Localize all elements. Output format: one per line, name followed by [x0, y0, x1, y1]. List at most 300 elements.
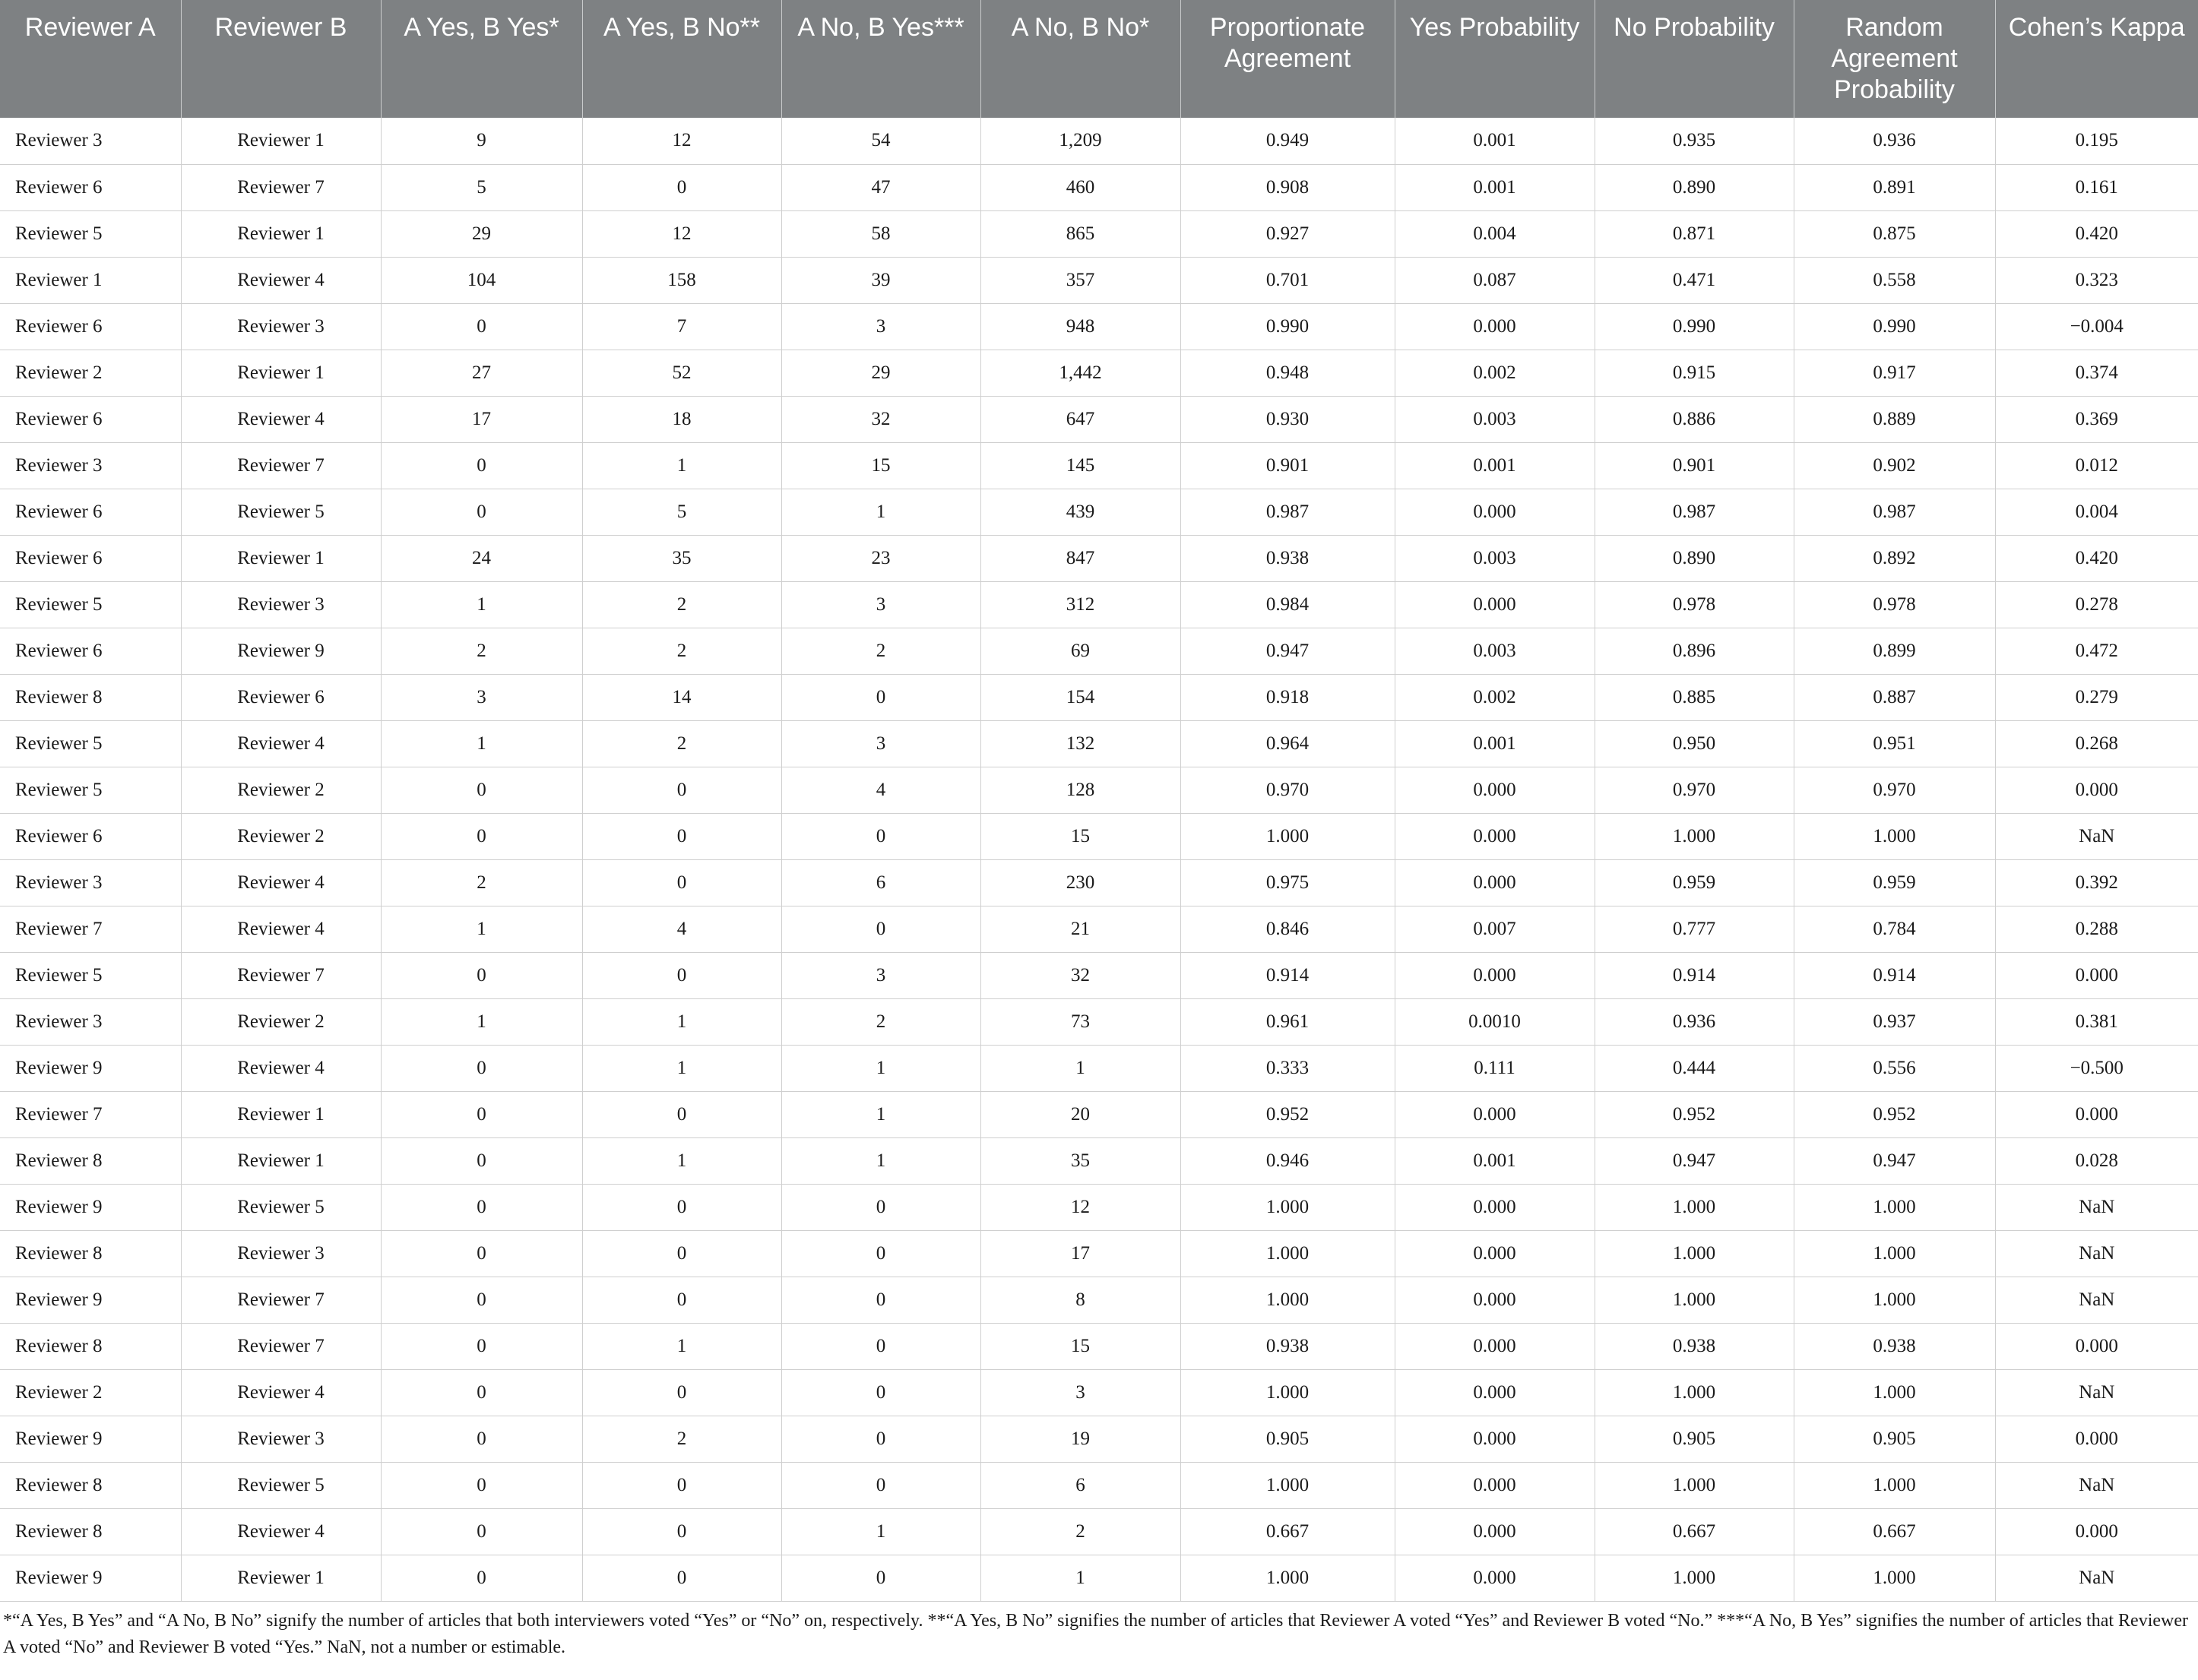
- table-cell: Reviewer 4: [181, 257, 381, 303]
- table-cell: 0.917: [1794, 350, 1995, 396]
- table-cell: Reviewer 5: [0, 210, 181, 257]
- table-cell: 0: [781, 1323, 980, 1369]
- table-cell: 52: [582, 350, 781, 396]
- table-cell: 0.000: [1395, 767, 1595, 813]
- table-cell: 47: [781, 164, 980, 210]
- table-cell: 0.947: [1794, 1137, 1995, 1184]
- column-header: Yes Probability: [1395, 0, 1595, 118]
- table-cell: Reviewer 4: [181, 396, 381, 442]
- table-cell: Reviewer 7: [0, 906, 181, 952]
- table-cell: 0.905: [1595, 1416, 1794, 1462]
- table-cell: 0.001: [1395, 720, 1595, 767]
- table-cell: 0.667: [1180, 1508, 1395, 1555]
- table-cell: 0.970: [1595, 767, 1794, 813]
- table-cell: 29: [781, 350, 980, 396]
- column-header: A No, B Yes***: [781, 0, 980, 118]
- table-cell: 0.472: [1995, 628, 2198, 674]
- table-cell: Reviewer 5: [0, 581, 181, 628]
- table-cell: 3: [781, 581, 980, 628]
- table-cell: 2: [781, 998, 980, 1045]
- table-cell: 0: [582, 1555, 781, 1601]
- table-row: [0, 1462, 2198, 1508]
- table-cell: 104: [381, 257, 582, 303]
- table-row: [0, 1137, 2198, 1184]
- table-cell: Reviewer 7: [0, 1091, 181, 1137]
- table-cell: 0.195: [1995, 118, 2198, 164]
- table-cell: 865: [980, 210, 1180, 257]
- table-cell: 0.558: [1794, 257, 1995, 303]
- table-cell: Reviewer 8: [0, 674, 181, 720]
- table-cell: 0.990: [1794, 303, 1995, 350]
- table-cell: Reviewer 8: [0, 1137, 181, 1184]
- table-cell: 0.936: [1595, 998, 1794, 1045]
- table-cell: 0: [381, 1555, 582, 1601]
- table-cell: 1: [381, 998, 582, 1045]
- table-cell: Reviewer 2: [181, 813, 381, 859]
- table-cell: NaN: [1995, 1555, 2198, 1601]
- table-cell: 847: [980, 535, 1180, 581]
- table-row: [0, 1416, 2198, 1462]
- column-header: Random Agreement Probability: [1794, 0, 1995, 118]
- table-cell: 6: [980, 1462, 1180, 1508]
- table-cell: 0.002: [1395, 350, 1595, 396]
- table-cell: 1: [381, 906, 582, 952]
- table-cell: 23: [781, 535, 980, 581]
- table-cell: 0.899: [1794, 628, 1995, 674]
- table-cell: 0: [381, 1137, 582, 1184]
- table-cell: 0: [582, 859, 781, 906]
- table-cell: 0.959: [1794, 859, 1995, 906]
- table-cell: 0: [381, 1045, 582, 1091]
- table-cell: Reviewer 4: [181, 720, 381, 767]
- table-cell: 3: [980, 1369, 1180, 1416]
- table-cell: 20: [980, 1091, 1180, 1137]
- table-cell: 0.978: [1794, 581, 1995, 628]
- table-cell: 0.000: [1395, 1508, 1595, 1555]
- table-cell: 1.000: [1180, 813, 1395, 859]
- table-cell: Reviewer 7: [181, 1323, 381, 1369]
- table-cell: 1.000: [1180, 1184, 1395, 1230]
- table-cell: 0.002: [1395, 674, 1595, 720]
- table-cell: 0.471: [1595, 257, 1794, 303]
- table-cell: 132: [980, 720, 1180, 767]
- table-cell: 0: [582, 1184, 781, 1230]
- table-cell: 0.000: [1395, 489, 1595, 535]
- table-cell: 0: [381, 1323, 582, 1369]
- table-cell: 0.777: [1595, 906, 1794, 952]
- table-cell: 0.890: [1595, 164, 1794, 210]
- table-cell: Reviewer 6: [0, 303, 181, 350]
- table-cell: 6: [781, 859, 980, 906]
- table-cell: 0.871: [1595, 210, 1794, 257]
- table-cell: 0: [381, 303, 582, 350]
- table-row: [0, 1091, 2198, 1137]
- table-row: [0, 998, 2198, 1045]
- table-cell: Reviewer 2: [0, 1369, 181, 1416]
- table-cell: 0.975: [1180, 859, 1395, 906]
- table-row: [0, 489, 2198, 535]
- table-cell: 357: [980, 257, 1180, 303]
- table-cell: 0.927: [1180, 210, 1395, 257]
- table-cell: 128: [980, 767, 1180, 813]
- table-cell: Reviewer 2: [181, 998, 381, 1045]
- table-cell: 0.875: [1794, 210, 1995, 257]
- table-cell: Reviewer 2: [0, 350, 181, 396]
- table-cell: 1.000: [1180, 1462, 1395, 1508]
- table-cell: 0.000: [1995, 767, 2198, 813]
- table-cell: Reviewer 7: [181, 442, 381, 489]
- table-cell: 17: [980, 1230, 1180, 1277]
- column-header: A Yes, B Yes*: [381, 0, 582, 118]
- table-cell: 1.000: [1595, 1555, 1794, 1601]
- table-cell: 1: [781, 1137, 980, 1184]
- table-cell: 0.369: [1995, 396, 2198, 442]
- table-cell: 0: [781, 1277, 980, 1323]
- table-cell: 69: [980, 628, 1180, 674]
- table-cell: 1.000: [1794, 813, 1995, 859]
- table-cell: Reviewer 9: [0, 1555, 181, 1601]
- table-row: [0, 442, 2198, 489]
- table-cell: 1.000: [1595, 1462, 1794, 1508]
- table-cell: 0.556: [1794, 1045, 1995, 1091]
- table-cell: 0: [381, 1091, 582, 1137]
- table-cell: 2: [381, 859, 582, 906]
- table-cell: Reviewer 5: [0, 952, 181, 998]
- table-cell: Reviewer 3: [0, 118, 181, 164]
- table-cell: 0: [381, 1184, 582, 1230]
- table-cell: 2: [582, 1416, 781, 1462]
- table-cell: 29: [381, 210, 582, 257]
- table-cell: 0.937: [1794, 998, 1995, 1045]
- table-cell: 24: [381, 535, 582, 581]
- table-cell: 0.007: [1395, 906, 1595, 952]
- table-cell: 0.000: [1395, 1369, 1595, 1416]
- table-cell: Reviewer 4: [181, 1369, 381, 1416]
- table-cell: 0: [582, 1462, 781, 1508]
- table-cell: 0.887: [1794, 674, 1995, 720]
- table-cell: Reviewer 1: [181, 350, 381, 396]
- table-cell: Reviewer 3: [0, 442, 181, 489]
- table-cell: Reviewer 5: [181, 1462, 381, 1508]
- table-cell: 460: [980, 164, 1180, 210]
- table-cell: Reviewer 3: [181, 1416, 381, 1462]
- table-cell: 0.901: [1595, 442, 1794, 489]
- column-header: Proportionate Agreement: [1180, 0, 1395, 118]
- table-cell: −0.004: [1995, 303, 2198, 350]
- table-cell: 0.949: [1180, 118, 1395, 164]
- table-cell: Reviewer 1: [181, 1555, 381, 1601]
- table-cell: 0.087: [1395, 257, 1595, 303]
- table-cell: 0.885: [1595, 674, 1794, 720]
- table-cell: 0.938: [1595, 1323, 1794, 1369]
- table-cell: 0.000: [1995, 1508, 2198, 1555]
- table-row: [0, 118, 2198, 164]
- table-cell: 1: [582, 998, 781, 1045]
- table-cell: Reviewer 9: [0, 1277, 181, 1323]
- table-cell: Reviewer 5: [0, 720, 181, 767]
- table-cell: 0.987: [1794, 489, 1995, 535]
- table-cell: Reviewer 3: [0, 859, 181, 906]
- table-cell: 0.987: [1595, 489, 1794, 535]
- table-cell: Reviewer 1: [181, 118, 381, 164]
- table-row: [0, 1277, 2198, 1323]
- table-cell: 0.959: [1595, 859, 1794, 906]
- table-cell: 5: [582, 489, 781, 535]
- table-cell: 3: [781, 303, 980, 350]
- table-cell: 0.784: [1794, 906, 1995, 952]
- table-cell: 0.947: [1180, 628, 1395, 674]
- table-row: [0, 210, 2198, 257]
- table-cell: 1.000: [1595, 1184, 1794, 1230]
- column-header: Reviewer A: [0, 0, 181, 118]
- table-cell: 145: [980, 442, 1180, 489]
- table-cell: 0: [582, 164, 781, 210]
- table-cell: 0.001: [1395, 442, 1595, 489]
- table-cell: 0.846: [1180, 906, 1395, 952]
- table-cell: Reviewer 6: [0, 489, 181, 535]
- table-cell: 12: [582, 118, 781, 164]
- table-cell: 0.000: [1995, 1091, 2198, 1137]
- table-cell: 0.003: [1395, 535, 1595, 581]
- table-cell: 1.000: [1180, 1369, 1395, 1416]
- table-cell: 0.938: [1794, 1323, 1995, 1369]
- table-cell: 1: [781, 1045, 980, 1091]
- table-cell: 0.950: [1595, 720, 1794, 767]
- table-cell: 0.012: [1995, 442, 2198, 489]
- table-cell: 0: [381, 489, 582, 535]
- table-cell: 0: [781, 1369, 980, 1416]
- table-cell: 0.978: [1595, 581, 1794, 628]
- table-cell: Reviewer 1: [181, 1137, 381, 1184]
- table-cell: Reviewer 5: [181, 489, 381, 535]
- table-cell: NaN: [1995, 1369, 2198, 1416]
- table-cell: 1.000: [1595, 1277, 1794, 1323]
- table-cell: 154: [980, 674, 1180, 720]
- table-cell: Reviewer 8: [0, 1323, 181, 1369]
- table-cell: 0.970: [1180, 767, 1395, 813]
- table-cell: Reviewer 3: [181, 303, 381, 350]
- table-cell: 0.001: [1395, 1137, 1595, 1184]
- table-cell: 0.936: [1794, 118, 1995, 164]
- table-cell: 0.990: [1595, 303, 1794, 350]
- table-cell: 0.902: [1794, 442, 1995, 489]
- table-cell: 0.000: [1395, 1091, 1595, 1137]
- table-cell: 15: [980, 813, 1180, 859]
- table-cell: 0.374: [1995, 350, 2198, 396]
- table-row: [0, 1230, 2198, 1277]
- table-cell: 0.004: [1395, 210, 1595, 257]
- table-cell: 0.161: [1995, 164, 2198, 210]
- table-cell: 0: [381, 1508, 582, 1555]
- table-cell: Reviewer 1: [181, 1091, 381, 1137]
- table-cell: Reviewer 4: [181, 1045, 381, 1091]
- table-cell: 12: [980, 1184, 1180, 1230]
- table-cell: 0.028: [1995, 1137, 2198, 1184]
- table-cell: 0.288: [1995, 906, 2198, 952]
- table-cell: 0: [781, 1416, 980, 1462]
- table-cell: Reviewer 5: [181, 1184, 381, 1230]
- table-cell: 0.905: [1794, 1416, 1995, 1462]
- column-header: Reviewer B: [181, 0, 381, 118]
- table-cell: 0.000: [1395, 859, 1595, 906]
- table-row: [0, 859, 2198, 906]
- table-cell: 0: [381, 1462, 582, 1508]
- table-cell: Reviewer 7: [181, 952, 381, 998]
- table-cell: 0.0010: [1395, 998, 1595, 1045]
- table-cell: 0.000: [1395, 1230, 1595, 1277]
- table-cell: Reviewer 6: [0, 628, 181, 674]
- table-cell: 3: [781, 952, 980, 998]
- table-cell: 4: [781, 767, 980, 813]
- table-cell: Reviewer 6: [0, 813, 181, 859]
- table-cell: Reviewer 4: [181, 859, 381, 906]
- table-cell: 35: [582, 535, 781, 581]
- table-cell: 1.000: [1180, 1230, 1395, 1277]
- table-cell: 0.935: [1595, 118, 1794, 164]
- table-cell: 0.323: [1995, 257, 2198, 303]
- table-cell: 0.000: [1395, 303, 1595, 350]
- table-cell: 4: [582, 906, 781, 952]
- table-cell: 0.278: [1995, 581, 2198, 628]
- table-cell: 2: [781, 628, 980, 674]
- table-cell: 0.000: [1395, 1184, 1595, 1230]
- table-cell: 0.930: [1180, 396, 1395, 442]
- table-cell: 0: [781, 674, 980, 720]
- table-cell: 0.915: [1595, 350, 1794, 396]
- table-cell: 0: [582, 1277, 781, 1323]
- table-cell: 8: [980, 1277, 1180, 1323]
- table-cell: 0.003: [1395, 396, 1595, 442]
- table-cell: Reviewer 9: [0, 1416, 181, 1462]
- table-cell: 0: [781, 1462, 980, 1508]
- table-cell: 0.961: [1180, 998, 1395, 1045]
- table-cell: 1: [781, 1091, 980, 1137]
- table-cell: 0.914: [1180, 952, 1395, 998]
- table-cell: 0.938: [1180, 1323, 1395, 1369]
- table-cell: 0: [781, 906, 980, 952]
- table-cell: 32: [781, 396, 980, 442]
- table-row: [0, 396, 2198, 442]
- table-footnote: *“A Yes, B Yes” and “A No, B No” signify the number of articles that both interviewers voted “Yes” or “No” on, respectively. **“A Yes, B No” signifies the number of articles that Reviewer A voted “Yes” and Reviewer B voted “No.” ***“A No, B Yes” signifies the number of articles that Reviewer A voted “No” and Reviewer B voted “Yes.” NaN, not a number or estimable.: [3, 1610, 2188, 1657]
- table-row: [0, 1369, 2198, 1416]
- table-cell: Reviewer 1: [181, 535, 381, 581]
- table-cell: Reviewer 7: [181, 164, 381, 210]
- table-row: [0, 767, 2198, 813]
- table-cell: 0.000: [1395, 1462, 1595, 1508]
- table-row: [0, 1555, 2198, 1601]
- table-cell: 0.914: [1595, 952, 1794, 998]
- table-cell: 2: [381, 628, 582, 674]
- table-cell: 0: [381, 952, 582, 998]
- table-cell: 948: [980, 303, 1180, 350]
- table-cell: 0.938: [1180, 535, 1395, 581]
- table-cell: 1.000: [1595, 1369, 1794, 1416]
- table-cell: 1.000: [1180, 1277, 1395, 1323]
- table-cell: 7: [582, 303, 781, 350]
- table-cell: 0: [582, 1508, 781, 1555]
- table-cell: −0.500: [1995, 1045, 2198, 1091]
- table-cell: 1: [980, 1045, 1180, 1091]
- table-cell: 0.947: [1595, 1137, 1794, 1184]
- table-cell: 0.000: [1395, 813, 1595, 859]
- table-cell: 1: [381, 720, 582, 767]
- table-cell: NaN: [1995, 1184, 2198, 1230]
- table-row: [0, 257, 2198, 303]
- table-row: [0, 581, 2198, 628]
- table-cell: 1,209: [980, 118, 1180, 164]
- table-cell: 0: [381, 813, 582, 859]
- table-cell: 647: [980, 396, 1180, 442]
- table-cell: NaN: [1995, 1462, 2198, 1508]
- table-cell: 0.000: [1395, 581, 1595, 628]
- table-cell: 0.279: [1995, 674, 2198, 720]
- table-cell: 0.667: [1595, 1508, 1794, 1555]
- table-row: [0, 535, 2198, 581]
- table-row: [0, 720, 2198, 767]
- table-cell: Reviewer 7: [181, 1277, 381, 1323]
- table-cell: 1.000: [1794, 1369, 1995, 1416]
- table-cell: 0.984: [1180, 581, 1395, 628]
- table-cell: 12: [582, 210, 781, 257]
- table-cell: 2: [582, 628, 781, 674]
- table-cell: 0.908: [1180, 164, 1395, 210]
- table-cell: 0: [582, 1369, 781, 1416]
- table-cell: Reviewer 6: [181, 674, 381, 720]
- table-cell: 0: [582, 1091, 781, 1137]
- table-cell: 17: [381, 396, 582, 442]
- table-row: [0, 628, 2198, 674]
- table-cell: Reviewer 9: [0, 1045, 181, 1091]
- table-cell: 2: [582, 720, 781, 767]
- table-cell: 1: [781, 489, 980, 535]
- table-cell: 1: [381, 581, 582, 628]
- table-cell: 230: [980, 859, 1180, 906]
- table-cell: 0.918: [1180, 674, 1395, 720]
- table-cell: 0.891: [1794, 164, 1995, 210]
- table-cell: 0.333: [1180, 1045, 1395, 1091]
- table-cell: 0.987: [1180, 489, 1395, 535]
- table-cell: Reviewer 2: [181, 767, 381, 813]
- table-cell: 3: [381, 674, 582, 720]
- column-header: No Probability: [1595, 0, 1794, 118]
- table-cell: 0.000: [1995, 952, 2198, 998]
- table-cell: 0.886: [1595, 396, 1794, 442]
- table-cell: 0: [582, 952, 781, 998]
- table-cell: 0.964: [1180, 720, 1395, 767]
- table-cell: Reviewer 9: [0, 1184, 181, 1230]
- table-row: [0, 303, 2198, 350]
- table-cell: Reviewer 4: [181, 1508, 381, 1555]
- table-cell: Reviewer 6: [0, 535, 181, 581]
- table-row: [0, 350, 2198, 396]
- table-cell: 0: [781, 1555, 980, 1601]
- table-cell: 0.896: [1595, 628, 1794, 674]
- table-cell: 0: [582, 813, 781, 859]
- table-row: [0, 164, 2198, 210]
- table-cell: Reviewer 9: [181, 628, 381, 674]
- table-cell: 0.952: [1794, 1091, 1995, 1137]
- table-cell: 0: [381, 1277, 582, 1323]
- table-cell: 0.892: [1794, 535, 1995, 581]
- table-cell: 0.970: [1794, 767, 1995, 813]
- table-cell: Reviewer 1: [181, 210, 381, 257]
- table-cell: 2: [582, 581, 781, 628]
- table-row: [0, 906, 2198, 952]
- table-cell: 0.000: [1395, 1416, 1595, 1462]
- table-cell: 0.003: [1395, 628, 1595, 674]
- table-cell: 0: [381, 1369, 582, 1416]
- table-cell: Reviewer 3: [181, 581, 381, 628]
